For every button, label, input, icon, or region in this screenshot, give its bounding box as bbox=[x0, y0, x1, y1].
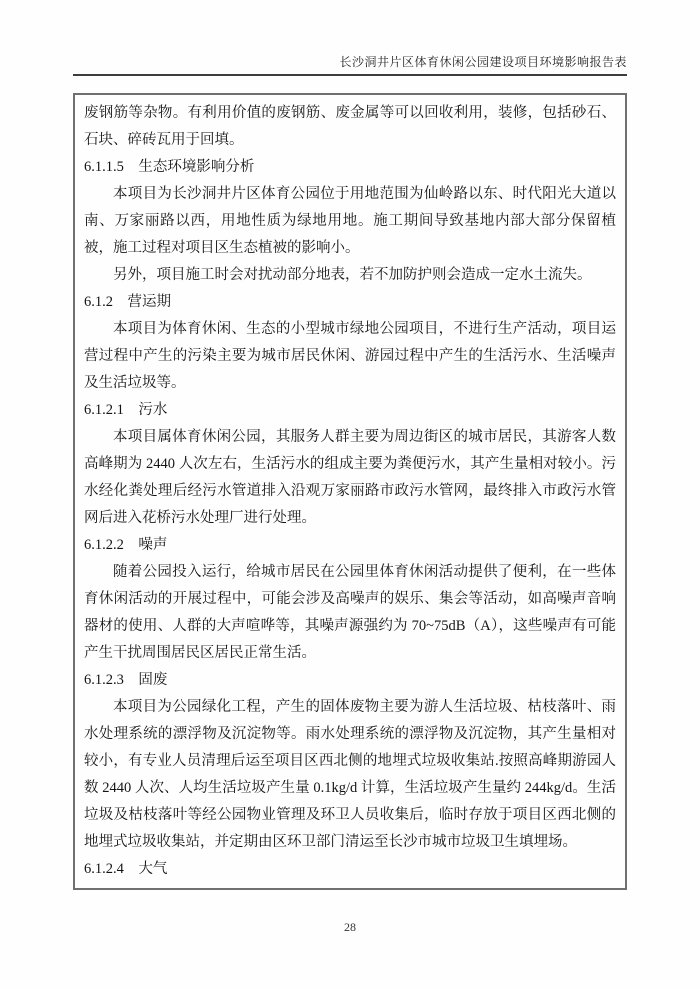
body-paragraph: 本项目为公园绿化工程，产生的固体废物主要为游人生活垃圾、枯枝落叶、雨水处理系统的漂浮物及沉淀物等。雨水处理系统的漂浮物及沉淀物，其产生量相对较小，有专业人员清理后运至项目区西北侧的地埋式垃圾收集站.按照高峰期游园人数 2440 人次、人均生活垃圾产生量 0.1kg/d 计算，生活垃圾产生量约 244kg/d。生活垃圾及枯枝落叶等经公园物业管理及环卫人员收集后，临时存放于项目区西北侧的地埋式垃圾收集站，并定期由区环卫部门清运至长沙市城市垃圾卫生填埋场。 bbox=[84, 699, 616, 850]
body-paragraph: 废钢筋等杂物。有利用价值的废钢筋、废金属等可以回收利用，装修，包括砂石、石块、碎砖瓦用于回填。 bbox=[84, 105, 616, 148]
body-paragraph: 随着公园投入运行，给城市居民在公园里体育休闲活动提供了便利，在一些体育休闲活动的开展过程中，可能会涉及高噪声的娱乐、集会等活动，如高噪声音响器材的使用、人群的大声喧哗等，其噪声源强约为 70~75dB（A），这些噪声有可能产生干扰周围居民区居民正常生活。 bbox=[84, 564, 616, 661]
page-number: 28 bbox=[344, 920, 356, 934]
body-paragraph: 另外，项目施工时会对扰动部分地表，若不加防护则会造成一定水土流失。 bbox=[113, 267, 592, 283]
section-heading: 6.1.2.1 污水 bbox=[84, 402, 168, 418]
section-heading: 6.1.2.3 固废 bbox=[84, 672, 168, 688]
header-rule bbox=[73, 74, 627, 76]
content-box bbox=[73, 93, 627, 890]
section-heading: 6.1.1.5 生态环境影响分析 bbox=[84, 159, 255, 175]
body-paragraph: 本项目为长沙洞井片区体育公园位于用地范围为仙岭路以东、时代阳光大道以南、万家丽路以西，用地性质为绿地用地。施工期间导致基地内部大部分保留植被，施工过程对项目区生态植被的影响小。 bbox=[84, 186, 616, 256]
running-header-title: 长沙洞井片区体育休闲公园建设项目环境影响报告表 bbox=[339, 55, 627, 69]
section-heading: 6.1.2.4 大气 bbox=[84, 861, 168, 877]
section-heading: 6.1.2 营运期 bbox=[84, 294, 171, 310]
body-paragraph: 本项目为体育休闲、生态的小型城市绿地公园项目，不进行生产活动，项目运营过程中产生的污染主要为城市居民休闲、游园过程中产生的生活污水、生活噪声及生活垃圾等。 bbox=[84, 321, 616, 391]
section-heading: 6.1.2.2 噪声 bbox=[84, 537, 168, 553]
body-paragraph: 本项目属体育休闲公园，其服务人群主要为周边街区的城市居民，其游客人数高峰期为 2440 人次左右，生活污水的组成主要为粪便污水，其产生量相对较小。污水经化粪处理后经污水管道排入沿观万家丽路市政污水管网，最终排入市政污水管网后进入花桥污水处理厂进行处理。 bbox=[84, 429, 616, 526]
